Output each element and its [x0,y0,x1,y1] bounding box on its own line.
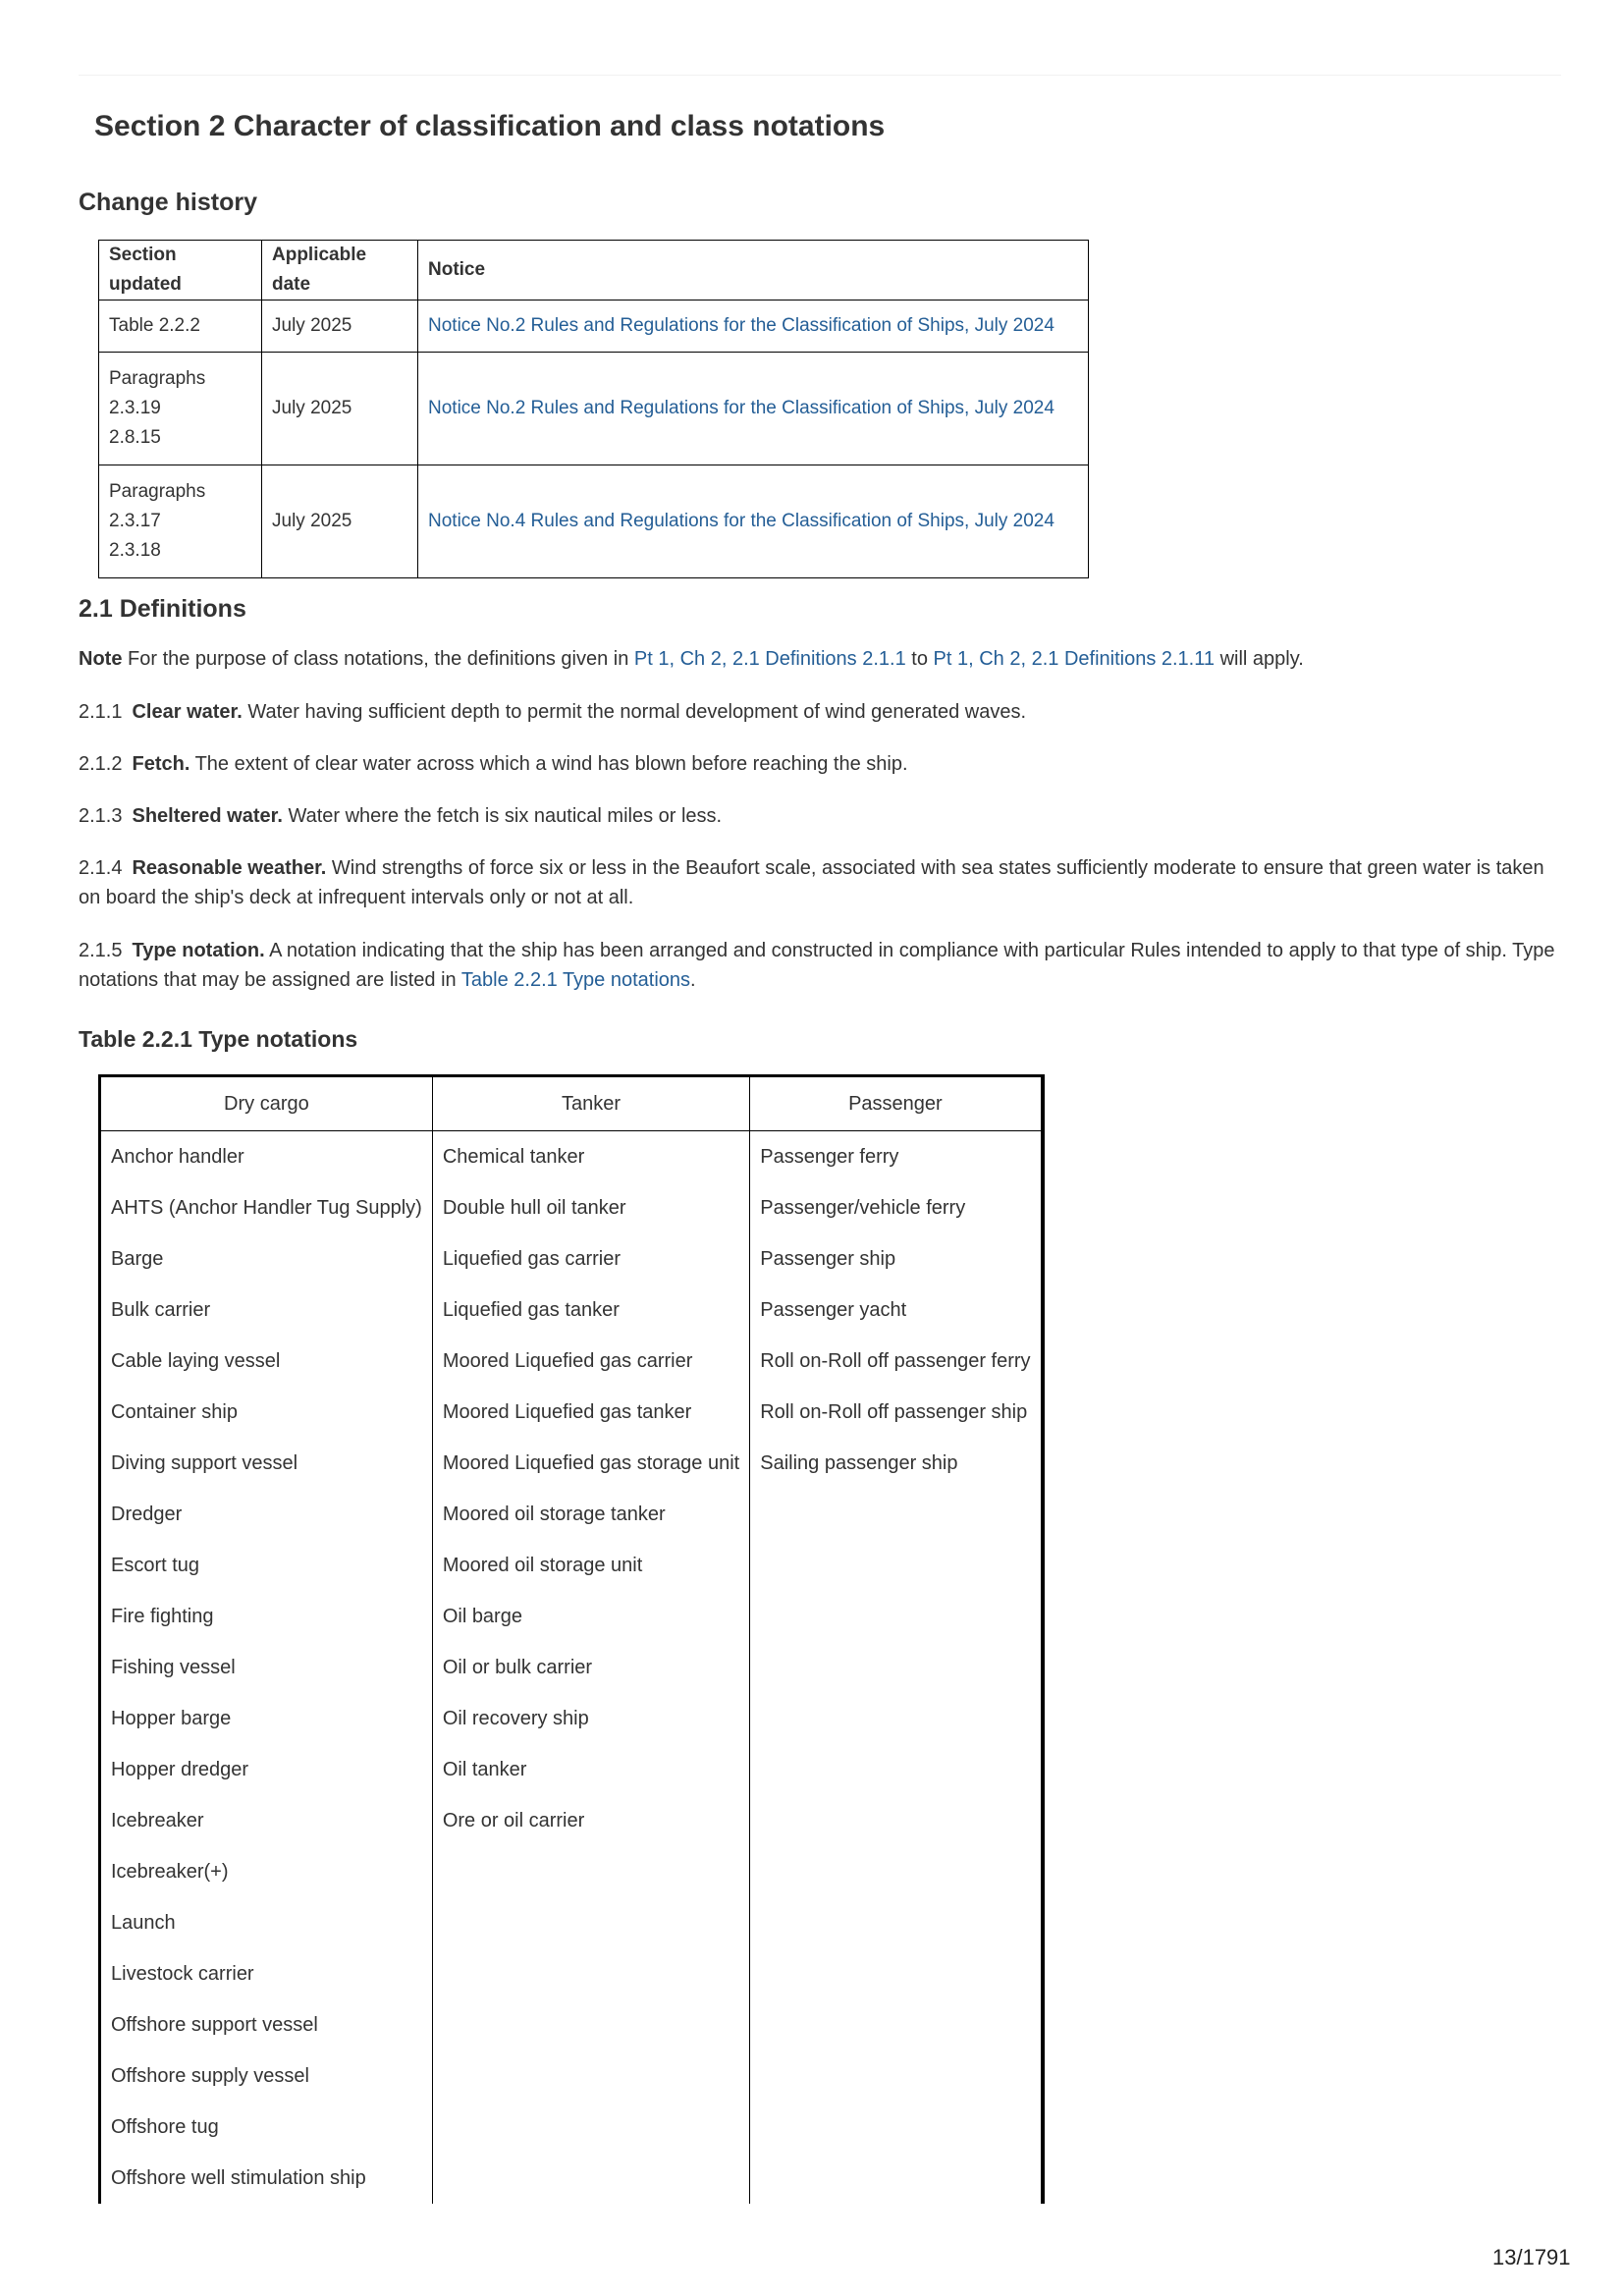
dry-cargo-cell: Offshore supply vessel [100,2050,433,2102]
passenger-cell [750,2102,1043,2153]
change-history-row [99,301,1089,353]
type-table-row [100,1233,1043,1285]
note-label: Note [79,648,123,670]
dry-cargo-cell: AHTS (Anchor Handler Tug Supply) [100,1182,433,1233]
type-table-row [100,2153,1043,2204]
dry-cargo-cell: Container ship [100,1387,433,1438]
passenger-cell [750,1948,1043,1999]
tanker-cell: Oil recovery ship [432,1693,749,1744]
definition-fetch: 2.1.2 Fetch. The extent of clear water across which a wind has blown before reaching the ship. [79,753,908,775]
tanker-cell: Moored Liquefied gas tanker [432,1387,749,1438]
type-table-row [100,1948,1043,1999]
dry-cargo-cell: Fire fighting [100,1591,433,1642]
passenger-cell: Roll on-Roll off passenger ship [750,1387,1043,1438]
tanker-cell: Moored oil storage unit [432,1540,749,1591]
type-notations-table-heading: Table 2.2.1 Type notations [79,1026,358,1052]
header-notice: Notice [418,241,1089,301]
dry-cargo-cell: Diving support vessel [100,1438,433,1489]
change-history-row [99,465,1089,578]
type-table-row [100,1795,1043,1846]
tanker-cell: Ore or oil carrier [432,1795,749,1846]
dry-cargo-cell: Dredger [100,1489,433,1540]
notice-link[interactable]: Notice No.4 Rules and Regulations for the Classification of Ships, July 2024 [428,511,1054,531]
type-table-header-row [100,1076,1043,1131]
change-history-header-row [99,241,1089,301]
tanker-cell: Liquefied gas carrier [432,1233,749,1285]
tanker-cell: Double hull oil tanker [432,1182,749,1233]
tanker-cell [432,1846,749,1897]
type-notations-table-link[interactable]: Table 2.2.1 Type notations [460,969,691,991]
section-updated-cell: Paragraphs 2.3.19 2.8.15 [99,353,262,465]
passenger-cell: Roll on-Roll off passenger ferry [750,1336,1043,1387]
dry-cargo-cell: Bulk carrier [100,1285,433,1336]
tanker-cell: Moored Liquefied gas storage unit [432,1438,749,1489]
dry-cargo-cell: Icebreaker(+) [100,1846,433,1897]
notice-cell [418,465,1089,578]
tanker-cell: Moored Liquefied gas carrier [432,1336,749,1387]
header-applicable-date: Applicable date [262,241,418,301]
passenger-cell [750,1693,1043,1744]
definition-clear-water: 2.1.1 Clear water. Water having sufficient depth to permit the normal development of wind generated waves. [79,701,1027,723]
tanker-cell [432,2050,749,2102]
tanker-cell: Oil barge [432,1591,749,1642]
tanker-cell: Oil tanker [432,1744,749,1795]
top-rule [79,75,1561,76]
passenger-cell [750,1540,1043,1591]
dry-cargo-cell: Offshore tug [100,2102,433,2153]
type-table-row [100,1540,1043,1591]
passenger-cell [750,1846,1043,1897]
header-passenger: Passenger [750,1076,1043,1131]
type-table-row [100,1336,1043,1387]
type-table-row [100,1897,1043,1948]
dry-cargo-cell: Launch [100,1897,433,1948]
applicable-date-cell: July 2025 [262,465,418,578]
dry-cargo-cell: Barge [100,1233,433,1285]
type-table-row [100,1999,1043,2050]
type-table-row [100,1591,1043,1642]
tanker-cell: Moored oil storage tanker [432,1489,749,1540]
definitions-note: Note For the purpose of class notations, the definitions given in Pt 1, Ch 2, 2.1 Definitions 2.1.1 to Pt 1, Ch 2, 2.1 Definitions 2.1.11 will apply. [79,648,1304,670]
tanker-cell [432,1948,749,1999]
passenger-cell [750,1591,1043,1642]
dry-cargo-cell: Offshore well stimulation ship [100,2153,433,2204]
passenger-cell [750,1489,1043,1540]
passenger-cell [750,1744,1043,1795]
tanker-cell [432,2153,749,2204]
type-table-row [100,2102,1043,2153]
passenger-cell [750,1642,1043,1693]
type-notations-table [98,1074,1045,2204]
dry-cargo-cell: Hopper barge [100,1693,433,1744]
notice-link[interactable]: Notice No.2 Rules and Regulations for the Classification of Ships, July 2024 [428,398,1054,418]
change-history-heading: Change history [79,189,257,216]
type-table-row [100,1131,1043,1183]
tanker-cell: Chemical tanker [432,1131,749,1183]
definition-type-notation: 2.1.5 Type notation. A notation indicating that the ship has been arranged and constructed in compliance with particular Rules intended to apply to that type of ship. Type notations that may be assigned are listed in Table 2.2.1 Type notations. [79,940,1555,991]
passenger-cell [750,1999,1043,2050]
applicable-date-cell: July 2025 [262,301,418,353]
type-table-row [100,1489,1043,1540]
dry-cargo-cell: Fishing vessel [100,1642,433,1693]
dry-cargo-cell: Anchor handler [100,1131,433,1183]
dry-cargo-cell: Hopper dredger [100,1744,433,1795]
type-table-row [100,1693,1043,1744]
tanker-cell: Liquefied gas tanker [432,1285,749,1336]
type-table-row [100,1744,1043,1795]
page-title: Section 2 Character of classification and class notations [94,110,886,142]
page-number: 13/1791 [1492,2245,1571,2269]
definitions-heading: 2.1 Definitions [79,595,246,623]
definition-link-2-1-11[interactable]: Pt 1, Ch 2, 2.1 Definitions 2.1.11 [933,648,1215,670]
passenger-cell [750,2050,1043,2102]
type-table-row [100,1438,1043,1489]
passenger-cell [750,1897,1043,1948]
type-table-row [100,2050,1043,2102]
passenger-cell: Sailing passenger ship [750,1438,1043,1489]
change-history-table [98,240,1089,578]
applicable-date-cell: July 2025 [262,353,418,465]
passenger-cell [750,2153,1043,2204]
type-table-row [100,1387,1043,1438]
section-updated-cell: Table 2.2.2 [99,301,262,353]
change-history-row [99,353,1089,465]
notice-link[interactable]: Notice No.2 Rules and Regulations for the Classification of Ships, July 2024 [428,315,1054,336]
section-updated-cell: Paragraphs 2.3.17 2.3.18 [99,465,262,578]
header-dry-cargo: Dry cargo [100,1076,433,1131]
passenger-cell: Passenger ferry [750,1131,1043,1183]
dry-cargo-cell: Livestock carrier [100,1948,433,1999]
header-section-updated: Section updated [99,241,262,301]
type-table-body [100,1131,1043,2205]
definition-reasonable-weather: 2.1.4 Reasonable weather. Wind strengths of force six or less in the Beaufort scale, associated with sea states sufficiently moderate to ensure that green water is taken on board the ship's deck at infrequent intervals only or not at all. [79,857,1544,908]
passenger-cell [750,1795,1043,1846]
type-table-row [100,1642,1043,1693]
tanker-cell: Oil or bulk carrier [432,1642,749,1693]
dry-cargo-cell: Icebreaker [100,1795,433,1846]
dry-cargo-cell: Offshore support vessel [100,1999,433,2050]
definition-sheltered-water: 2.1.3 Sheltered water. Water where the fetch is six nautical miles or less. [79,805,723,827]
tanker-cell [432,1897,749,1948]
dry-cargo-cell: Escort tug [100,1540,433,1591]
notice-cell [418,353,1089,465]
passenger-cell: Passenger/vehicle ferry [750,1182,1043,1233]
tanker-cell [432,1999,749,2050]
tanker-cell [432,2102,749,2153]
type-table-row [100,1846,1043,1897]
passenger-cell: Passenger yacht [750,1285,1043,1336]
type-table-row [100,1285,1043,1336]
dry-cargo-cell: Cable laying vessel [100,1336,433,1387]
definition-link-2-1-1[interactable]: Pt 1, Ch 2, 2.1 Definitions 2.1.1 [633,648,906,670]
header-tanker: Tanker [432,1076,749,1131]
notice-cell [418,301,1089,353]
passenger-cell: Passenger ship [750,1233,1043,1285]
type-table-row [100,1182,1043,1233]
